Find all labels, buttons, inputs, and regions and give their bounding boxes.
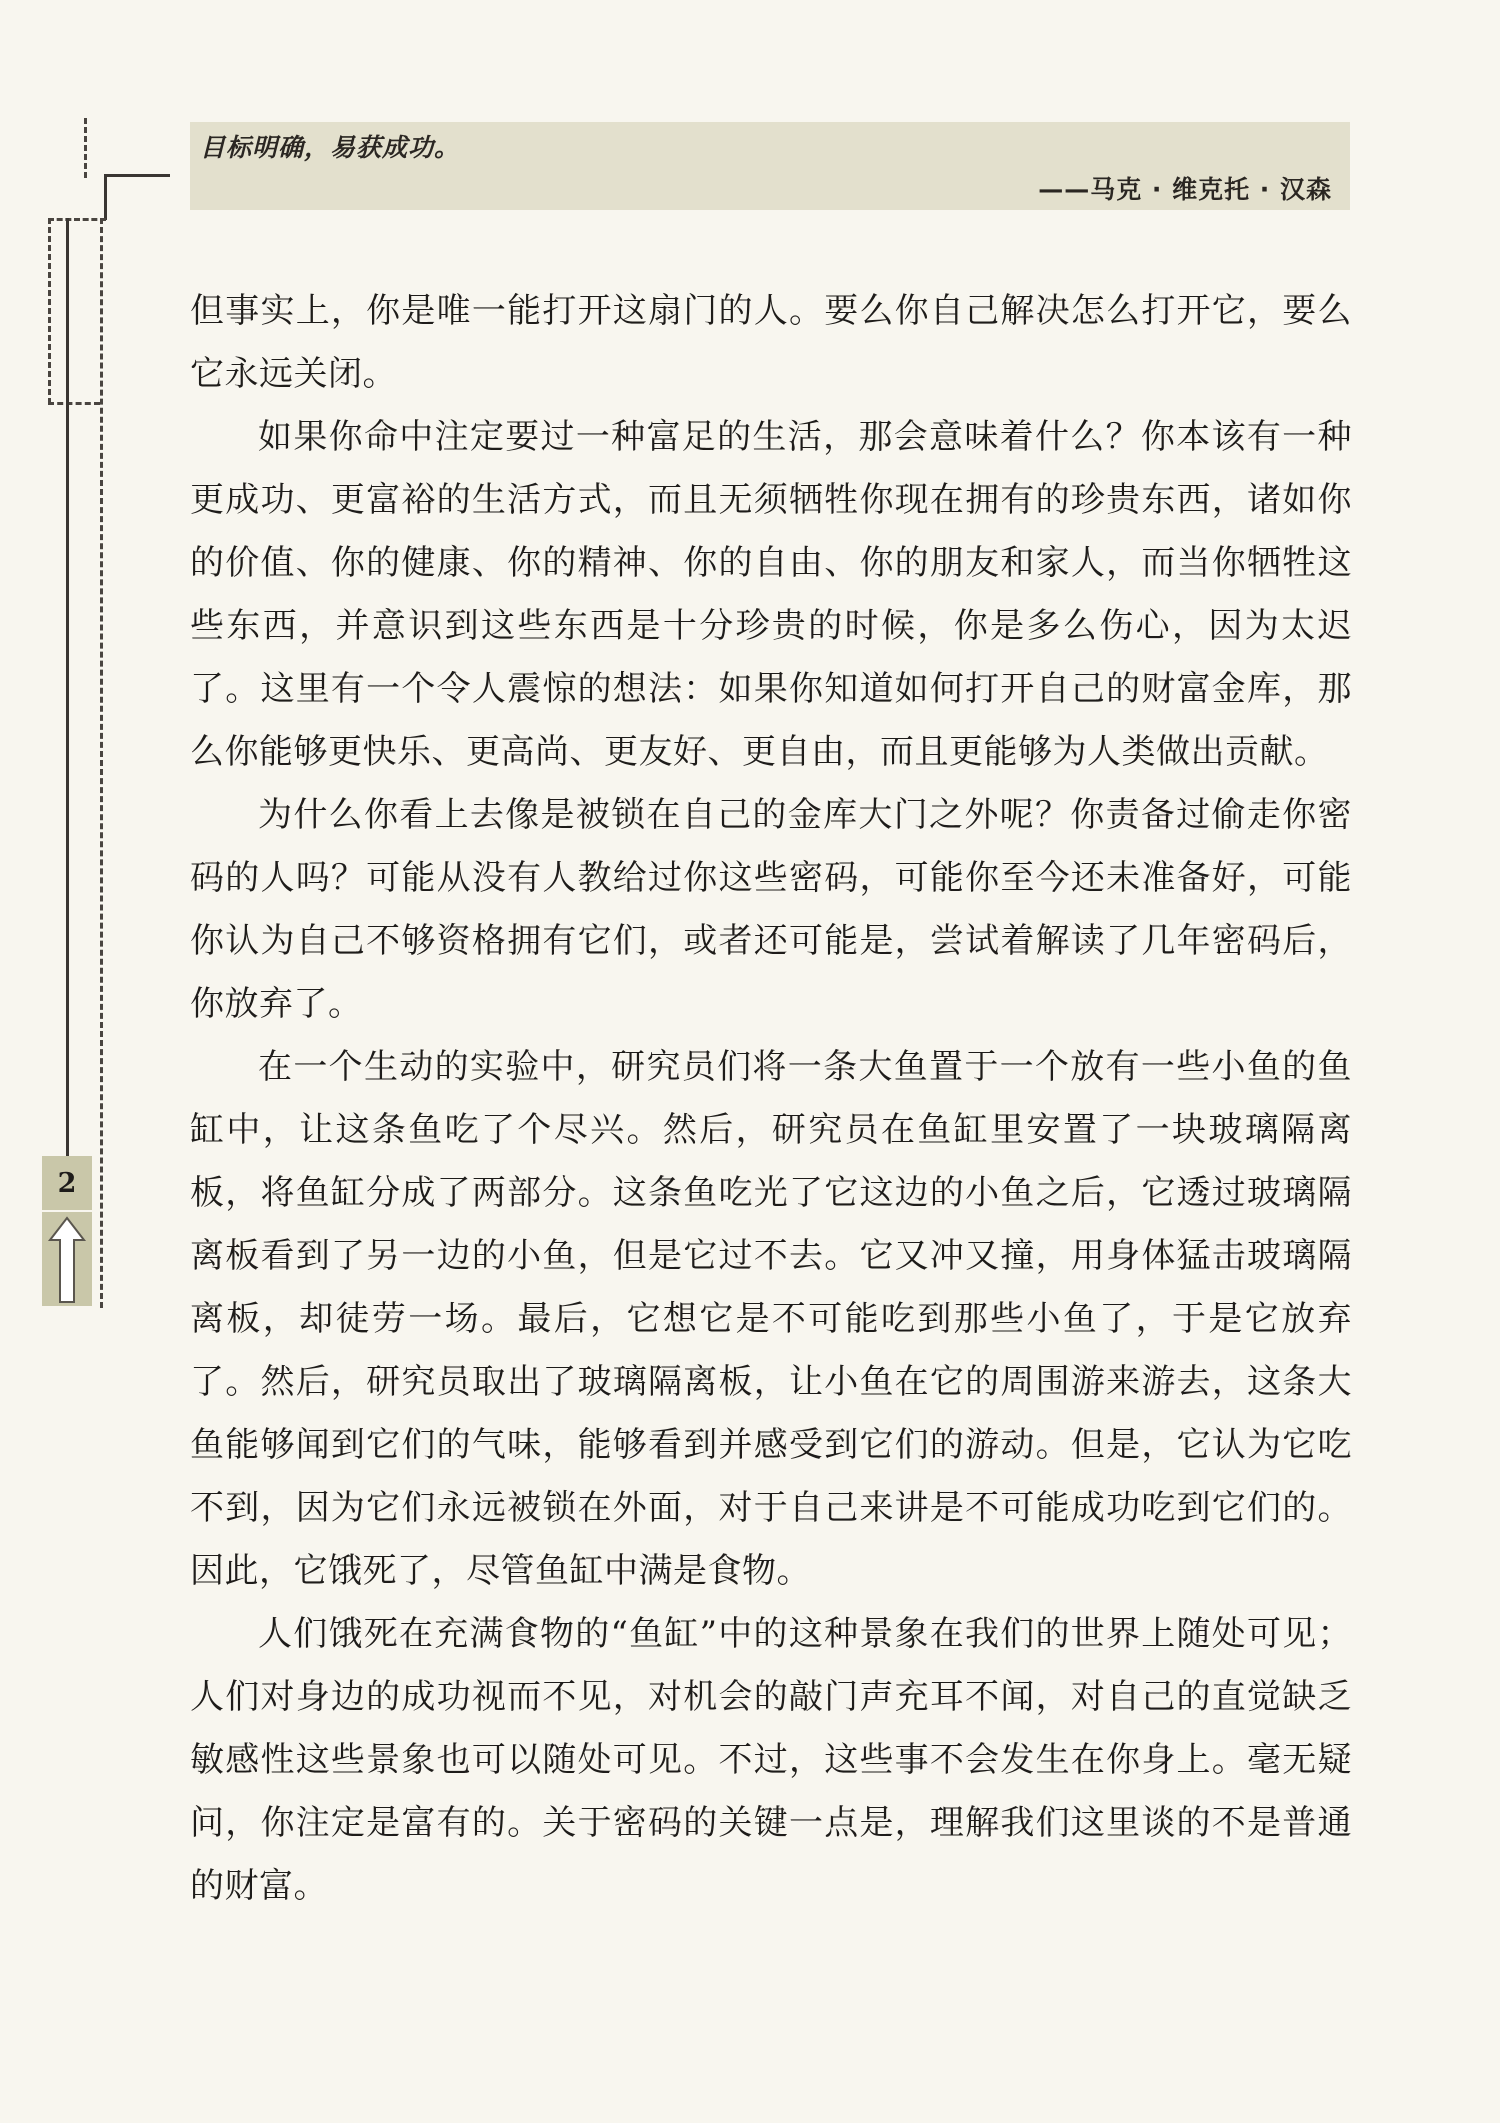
margin-dashed-line (48, 218, 106, 221)
margin-solid-line (104, 174, 107, 220)
margin-dashed-line (100, 218, 103, 1308)
body-text (190, 280, 1352, 1918)
page-number: 2 (42, 1156, 92, 1210)
arrow-up-icon (42, 1212, 92, 1306)
paragraph: 如果你命中注定要过一种富足的生活，那会意味着什么？你本该有一种更成功、更富裕的生活方式，而且无须牺牲你现在拥有的珍贵东西，诸如你的价值、你的健康、你的精神、你的自由、你的朋友和家人，而当你牺牲这些东西，并意识到这些东西是十分珍贵的时候，你是多么伤心，因为太迟了。这里有一个令人震惊的想法：如果你知道如何打开自己的财富金库，那么你能够更快乐、更高尚、更友好、更自由，而且更能够为人类做出贡献。 (190, 417, 1352, 772)
paragraph: 为什么你看上去像是被锁在自己的金库大门之外呢？你责备过偷走你密码的人吗？可能从没有人教给过你这些密码，可能你至今还未准备好，可能你认为自己不够资格拥有它们，或者还可能是，尝试着解读了几年密码后，你放弃了。 (190, 795, 1352, 1024)
margin-dashed-line (84, 118, 87, 178)
margin-solid-line (66, 218, 69, 1158)
margin-dashed-line (48, 402, 100, 405)
quote-author: ——马克 · 维克托 · 汉森 (1038, 175, 1332, 204)
margin-dashed-line (48, 218, 51, 404)
paragraph: 人们饿死在充满食物的“鱼缸”中的这种景象在我们的世界上随处可见；人们对身边的成功视而不见，对机会的敲门声充耳不闻，对自己的直觉缺乏敏感性这些景象也可以随处可见。不过，这些事不会发生在你身上。毫无疑问，你注定是富有的。关于密码的关键一点是，理解我们这里谈的不是普通的财富。 (190, 1614, 1352, 1906)
paragraph: 在一个生动的实验中，研究员们将一条大鱼置于一个放有一些小鱼的鱼缸中，让这条鱼吃了个尽兴。然后，研究员在鱼缸里安置了一块玻璃隔离板，将鱼缸分成了两部分。这条鱼吃光了它这边的小鱼之后，它透过玻璃隔离板看到了另一边的小鱼，但是它过不去。它又冲又撞，用身体猛击玻璃隔离板，却徒劳一场。最后，它想它是不可能吃到那些小鱼了，于是它放弃了。然后，研究员取出了玻璃隔离板，让小鱼在它的周围游来游去，这条大鱼能够闻到它们的气味，能够看到并感受到它们的游动。但是，它认为它吃不到，因为它们永远被锁在外面，对于自己来讲是不可能成功吃到它们的。因此，它饿死了，尽管鱼缸中满是食物。 (190, 1047, 1352, 1591)
paragraph: 但事实上，你是唯一能打开这扇门的人。要么你自己解决怎么打开它，要么它永远关闭。 (190, 291, 1352, 394)
margin-solid-line (104, 174, 170, 177)
header-quote: 目标明确，易获成功。 (200, 133, 461, 162)
